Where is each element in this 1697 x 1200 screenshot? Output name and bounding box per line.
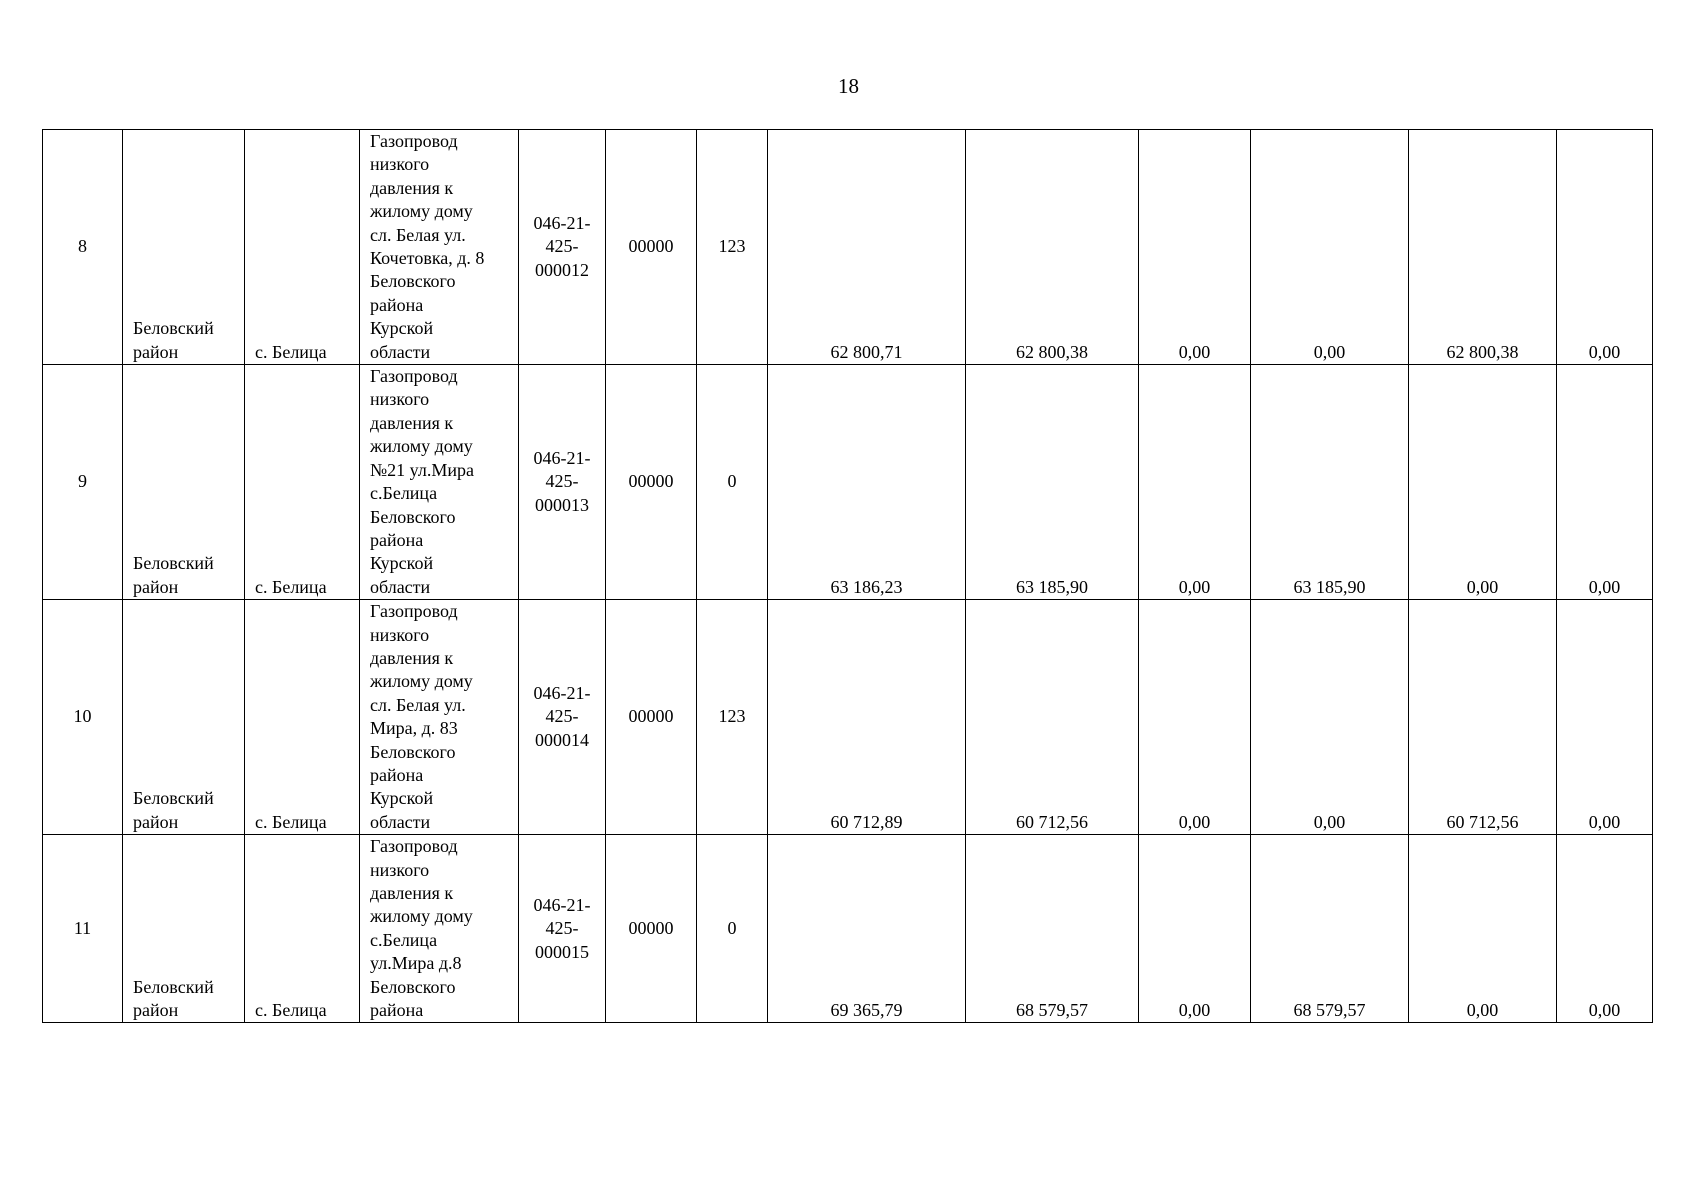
object-code-cell: 046-21- 425- 000014	[519, 600, 606, 835]
village-cell: с. Белица	[245, 365, 360, 600]
value-cell: 63 185,90	[966, 365, 1139, 600]
value-cell: 0,00	[1139, 835, 1251, 1023]
value-cell: 0,00	[1251, 130, 1409, 365]
class-code-cell: 00000	[606, 130, 697, 365]
value-cell: 69 365,79	[768, 835, 966, 1023]
value-cell: 60 712,56	[1409, 600, 1557, 835]
district-cell: Беловский район	[123, 835, 245, 1023]
value-cell: 0,00	[1139, 365, 1251, 600]
page-number: 18	[838, 74, 859, 98]
value-cell: 0,00	[1409, 365, 1557, 600]
row-number: 9	[43, 365, 123, 600]
class-code-cell: 00000	[606, 600, 697, 835]
value-cell: 0,00	[1557, 600, 1653, 835]
object-description-cell: Газопровод низкого давления к жилому дому №21 ул.Мира с.Белица Беловского района Курской области	[360, 365, 519, 600]
quantity-cell: 123	[697, 600, 768, 835]
value-cell: 62 800,38	[966, 130, 1139, 365]
assets-table	[42, 129, 1653, 1023]
object-description-cell: Газопровод низкого давления к жилому дому сл. Белая ул. Мира, д. 83 Беловского района Курской области	[360, 600, 519, 835]
value-cell: 0,00	[1409, 835, 1557, 1023]
row-number: 10	[43, 600, 123, 835]
value-cell: 68 579,57	[966, 835, 1139, 1023]
table-row	[43, 365, 1653, 600]
class-code-cell: 00000	[606, 365, 697, 600]
value-cell: 0,00	[1557, 130, 1653, 365]
object-description-cell: Газопровод низкого давления к жилому дому сл. Белая ул. Кочетовка, д. 8 Беловского района Курской области	[360, 130, 519, 365]
value-cell: 0,00	[1557, 835, 1653, 1023]
district-cell: Беловский район	[123, 130, 245, 365]
row-number: 11	[43, 835, 123, 1023]
value-cell: 63 186,23	[768, 365, 966, 600]
object-code-cell: 046-21- 425- 000012	[519, 130, 606, 365]
value-cell: 0,00	[1139, 130, 1251, 365]
row-number: 8	[43, 130, 123, 365]
class-code-cell: 00000	[606, 835, 697, 1023]
quantity-cell: 0	[697, 835, 768, 1023]
village-cell: с. Белица	[245, 600, 360, 835]
object-code-cell: 046-21- 425- 000015	[519, 835, 606, 1023]
district-cell: Беловский район	[123, 600, 245, 835]
quantity-cell: 0	[697, 365, 768, 600]
table-row	[43, 600, 1653, 835]
value-cell: 62 800,71	[768, 130, 966, 365]
object-description-cell: Газопровод низкого давления к жилому дому с.Белица ул.Мира д.8 Беловского района	[360, 835, 519, 1023]
value-cell: 0,00	[1251, 600, 1409, 835]
value-cell: 62 800,38	[1409, 130, 1557, 365]
value-cell: 60 712,56	[966, 600, 1139, 835]
value-cell: 63 185,90	[1251, 365, 1409, 600]
object-code-cell: 046-21- 425- 000013	[519, 365, 606, 600]
village-cell: с. Белица	[245, 835, 360, 1023]
table-row	[43, 835, 1653, 1023]
value-cell: 60 712,89	[768, 600, 966, 835]
quantity-cell: 123	[697, 130, 768, 365]
village-cell: с. Белица	[245, 130, 360, 365]
table-row	[43, 130, 1653, 365]
value-cell: 0,00	[1139, 600, 1251, 835]
value-cell: 68 579,57	[1251, 835, 1409, 1023]
district-cell: Беловский район	[123, 365, 245, 600]
value-cell: 0,00	[1557, 365, 1653, 600]
